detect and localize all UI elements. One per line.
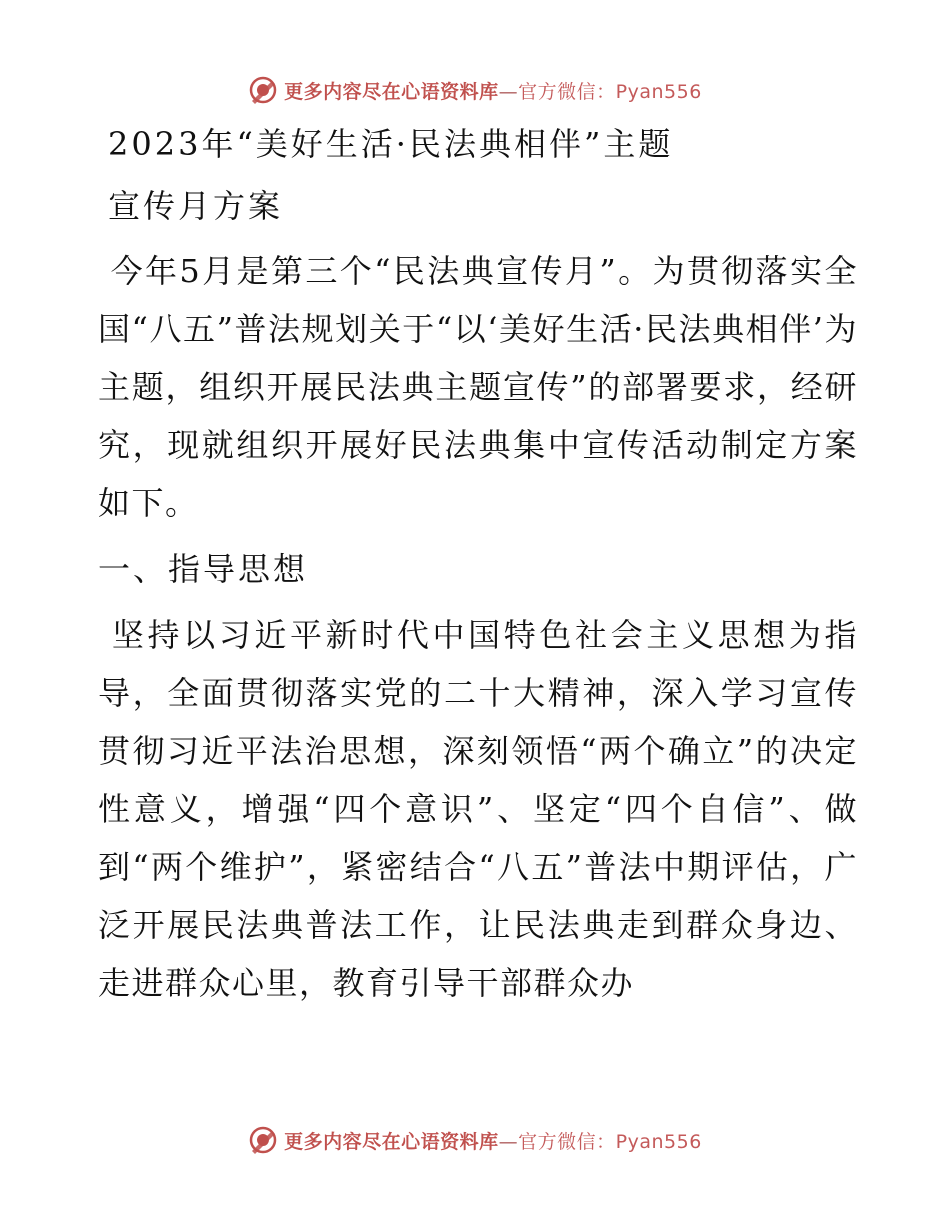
watermark-separator: —	[498, 80, 519, 103]
watermark-suffix: 官方微信：Pyan556	[518, 80, 702, 103]
document-title-line-1: 2023年“美好生活·民法典相伴”主题	[108, 125, 674, 163]
watermark-suffix: 官方微信：Pyan556	[518, 1130, 702, 1153]
seal-pen-logo-icon	[248, 1125, 278, 1155]
watermark-separator: —	[498, 1130, 519, 1153]
document-body	[98, 122, 858, 1012]
watermark-text	[284, 1127, 702, 1154]
watermark-brand: 更多内容尽在心语资料库	[284, 1130, 499, 1153]
watermark-header	[0, 70, 950, 110]
watermark-footer	[0, 1120, 950, 1160]
intro-paragraph: 今年5月是第三个“民法典宣传月”。为贯彻落实全国“八五”普法规划关于“以‘美好生活·民法典相伴’为主题，组织开展民法典主题宣传”的部署要求，经研究，现就组织开展好民法典集中宣传活动制定方案如下。	[98, 252, 858, 522]
section-heading: 一、指导思想	[98, 550, 309, 588]
section-paragraph: 坚持以习近平新时代中国特色社会主义思想为指导，全面贯彻落实党的二十大精神，深入学习宣传贯彻习近平法治思想，深刻领悟“两个确立”的决定性意义，增强“四个意识”、坚定“四个自信”、做到“两个维护”，紧密结合“八五”普法中期评估，广泛开展民法典普法工作，让民法典走到群众身边、走进群众心里，教育引导干部群众办	[98, 616, 858, 1002]
watermark-brand: 更多内容尽在心语资料库	[284, 80, 499, 103]
watermark-text	[284, 77, 702, 104]
seal-pen-logo-icon	[248, 75, 278, 105]
document-title-line-2: 宣传月方案	[108, 187, 284, 225]
